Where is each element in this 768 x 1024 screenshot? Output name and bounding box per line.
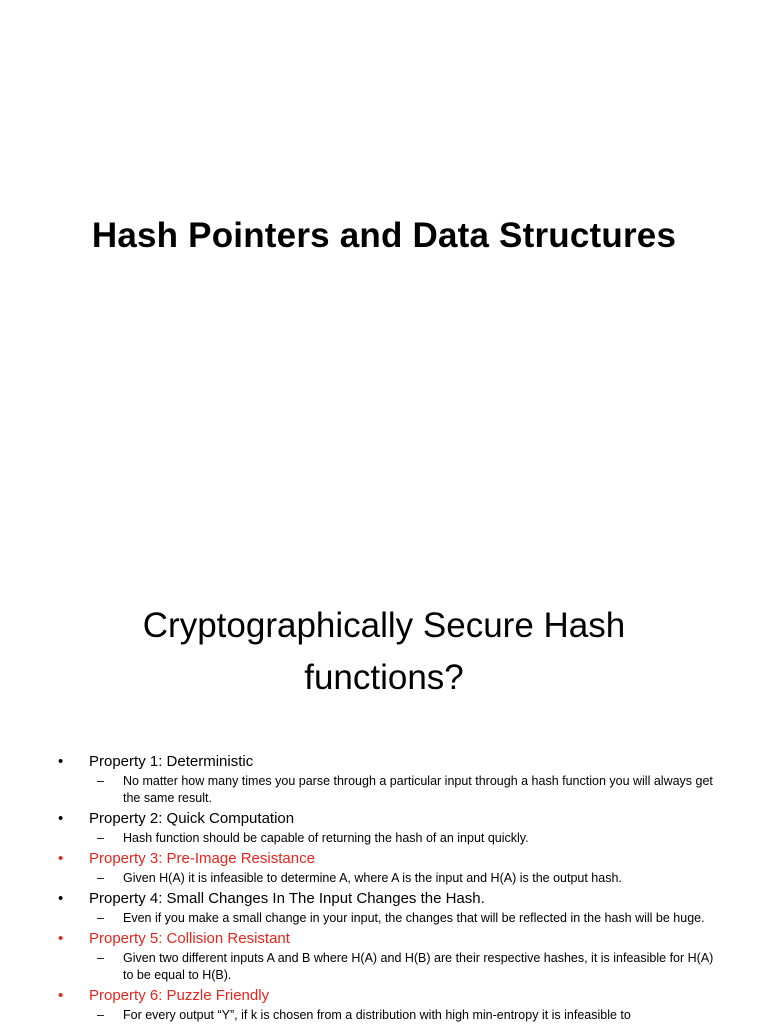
- dash-icon: –: [97, 911, 104, 925]
- slide-title-hash-pointers: Hash Pointers and Data Structures: [91, 216, 677, 255]
- property-detail-text: No matter how many times you parse through a particular input through a hash function you will always get the same result.: [123, 774, 713, 805]
- property-detail: [58, 910, 718, 927]
- property-item: [58, 809, 718, 828]
- property-detail-text: Hash function should be capable of returning the hash of an input quickly.: [123, 831, 529, 845]
- property-label: Property 2: Quick Computation: [89, 810, 295, 827]
- property-label: Property 5: Collision Resistant: [89, 930, 290, 947]
- property-label: Property 1: Deterministic: [89, 753, 254, 770]
- property-detail-text: Even if you make a small change in your input, the changes that will be reflected in the hash will be huge.: [123, 911, 705, 925]
- property-list: [58, 752, 718, 1024]
- bullet-icon: •: [58, 890, 64, 907]
- slide-title-secure-hash: [0, 600, 768, 704]
- bullet-icon: •: [58, 810, 64, 827]
- property-item: [58, 929, 718, 948]
- dash-icon: –: [97, 951, 104, 965]
- property-detail-text: Given H(A) it is infeasible to determine A, where A is the input and H(A) is the output hash.: [123, 871, 622, 885]
- slide-title-line-1: Cryptographically Secure Hash: [142, 606, 626, 645]
- bullet-icon: •: [58, 987, 64, 1004]
- property-label: Property 6: Puzzle Friendly: [89, 987, 270, 1004]
- property-item: [58, 986, 718, 1005]
- property-item: [58, 752, 718, 771]
- bullet-icon: •: [58, 930, 64, 947]
- property-detail: [58, 1007, 718, 1024]
- property-item: [58, 889, 718, 908]
- property-detail: [58, 830, 718, 847]
- property-detail: [58, 950, 718, 984]
- dash-icon: –: [97, 1008, 104, 1022]
- property-detail-text: For every output “Y”, if k is chosen from a distribution with high min-entropy it is infeasible to: [123, 1008, 631, 1022]
- dash-icon: –: [97, 774, 104, 788]
- dash-icon: –: [97, 871, 104, 885]
- bullet-icon: •: [58, 753, 64, 770]
- property-item: [58, 849, 718, 868]
- property-detail: [58, 870, 718, 887]
- bullet-icon: •: [58, 850, 64, 867]
- dash-icon: –: [97, 831, 104, 845]
- property-label: Property 4: Small Changes In The Input Changes the Hash.: [89, 890, 485, 907]
- slide-title-line-2: functions?: [304, 658, 464, 697]
- property-detail: [58, 773, 718, 807]
- property-detail-text: Given two different inputs A and B where H(A) and H(B) are their respective hashes, it is infeasible for H(A) to be equal to H(B).: [123, 951, 714, 982]
- property-label: Property 3: Pre-Image Resistance: [89, 850, 315, 867]
